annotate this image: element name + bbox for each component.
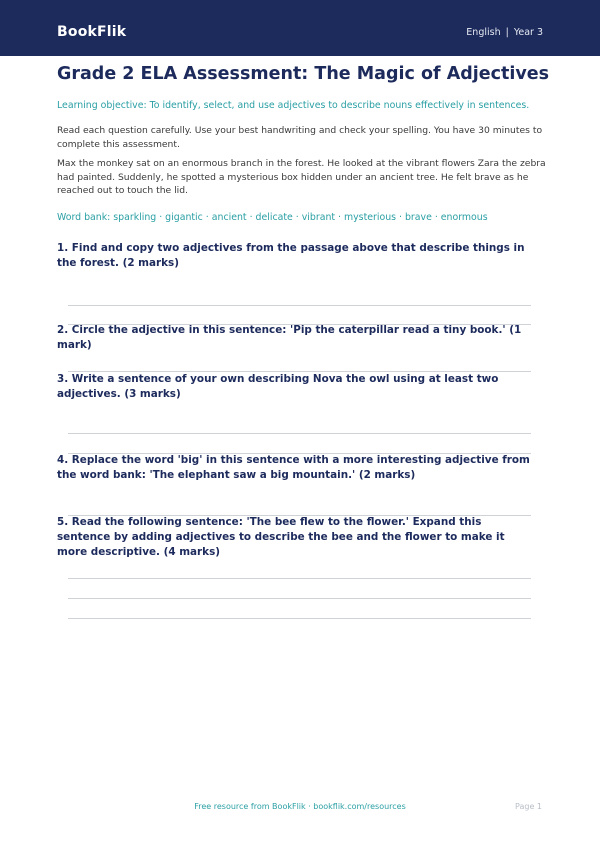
- question-5: 5. Read the following sentence: 'The bee flew to the flower.' Expand this sentence by adding adjectives to describe the bee and the flower to make it more descriptive. (4 marks): [57, 516, 505, 558]
- learning-objective: Learning objective: To identify, select, and use adjectives to describe nouns effectively in sentences.: [57, 100, 530, 111]
- page-number: Page 1: [515, 802, 542, 811]
- meta-separator: |: [505, 27, 509, 38]
- word-bank: Word bank: sparkling · gigantic · ancient · delicate · vibrant · mysterious · brave · enormous: [57, 212, 488, 223]
- brand-logo-text: BookFlik: [57, 24, 127, 40]
- header-bar: [0, 0, 600, 56]
- answer-line[interactable]: [68, 305, 531, 306]
- question-3: 3. Write a sentence of your own describing Nova the owl using at least two adjectives. (3 marks): [57, 373, 499, 400]
- year-label: Year 3: [513, 27, 543, 38]
- answer-line[interactable]: [68, 578, 531, 579]
- question-4: 4. Replace the word 'big' in this sentence with a more interesting adjective from the word bank: 'The elephant saw a big mountain.' (2 marks): [57, 454, 530, 481]
- question-2: 2. Circle the adjective in this sentence: 'Pip the caterpillar read a tiny book.' (1 mark): [57, 324, 522, 351]
- header-meta: [466, 27, 543, 38]
- question-1: 1. Find and copy two adjectives from the passage above that describe things in the forest. (2 marks): [57, 242, 525, 269]
- reading-passage: Max the monkey sat on an enormous branch in the forest. He looked at the vibrant flowers Zara the zebra had painted. Suddenly, he spotted a mysterious box hidden under an ancient tree. He felt brave as he reached out to touch the lid.: [57, 158, 546, 196]
- instructions-text: Read each question carefully. Use your best handwriting and check your spelling. You have 30 minutes to complete this assessment.: [57, 125, 543, 150]
- answer-line[interactable]: [68, 433, 531, 434]
- footer-text: Free resource from BookFlik · bookflik.com/resources: [194, 802, 406, 811]
- subject-label: English: [466, 27, 501, 38]
- answer-line[interactable]: [68, 598, 531, 599]
- page-title: Grade 2 ELA Assessment: The Magic of Adjectives: [57, 64, 550, 84]
- answer-line[interactable]: [68, 618, 531, 619]
